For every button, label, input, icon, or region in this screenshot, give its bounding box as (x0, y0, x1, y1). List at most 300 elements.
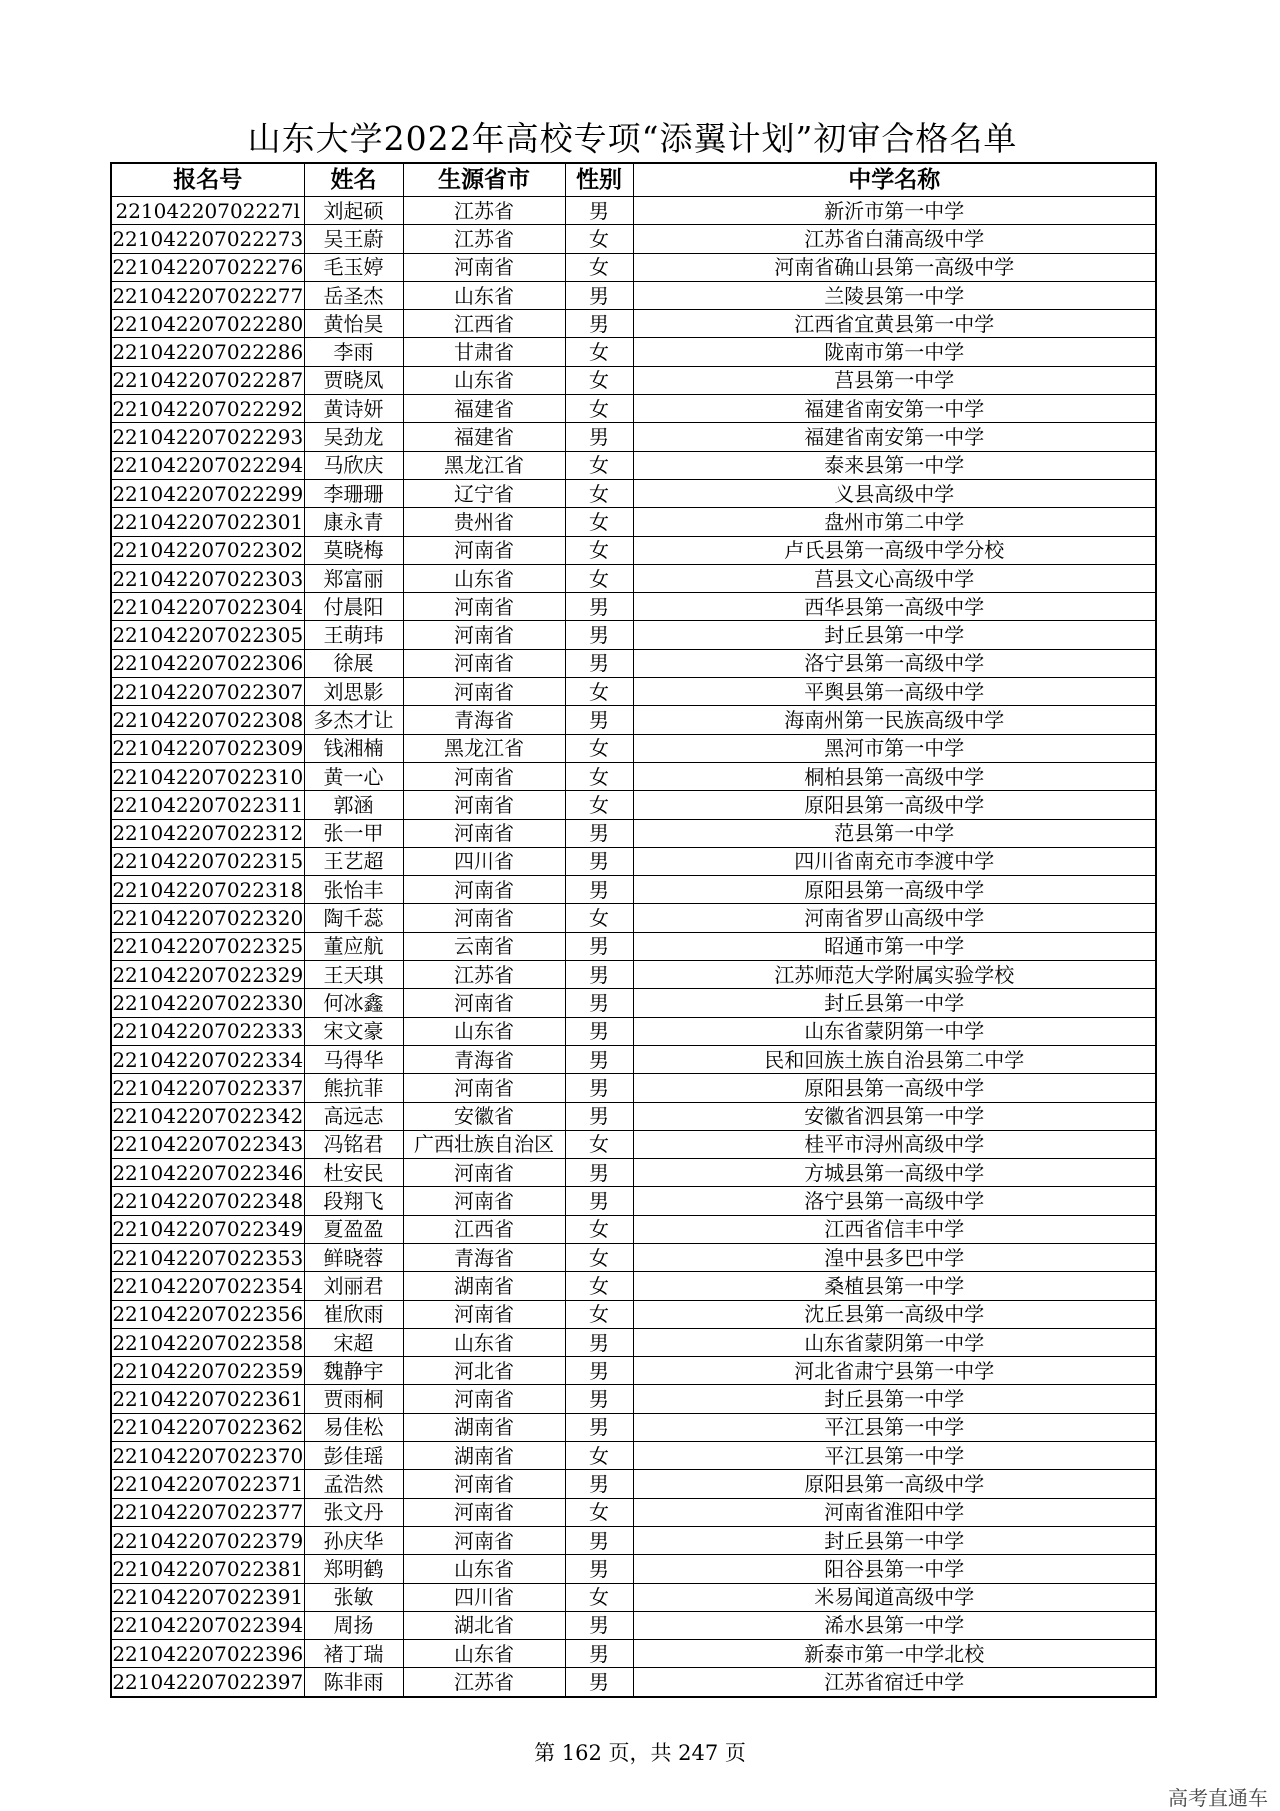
gender-cell: 男 (565, 1187, 633, 1215)
registration-no-cell: 221042207022287 (111, 366, 304, 394)
registration-no-cell: 221042207022396 (111, 1640, 304, 1668)
name-cell: 王艺超 (304, 847, 403, 875)
province-cell: 江苏省 (403, 225, 565, 253)
gender-cell: 男 (565, 847, 633, 875)
province-cell: 河南省 (403, 791, 565, 819)
province-cell: 江苏省 (403, 1668, 565, 1697)
name-cell: 高远志 (304, 1102, 403, 1130)
school-cell: 兰陵县第一中学 (633, 281, 1156, 309)
name-cell: 马得华 (304, 1045, 403, 1073)
registration-no-cell: 221042207022292 (111, 395, 304, 423)
gender-cell: 男 (565, 1328, 633, 1356)
roster-table (110, 162, 1157, 1698)
province-cell: 四川省 (403, 847, 565, 875)
registration-no-cell: 221042207022358 (111, 1328, 304, 1356)
name-cell: 张怡丰 (304, 876, 403, 904)
table-row (111, 649, 1156, 677)
registration-no-cell: 221042207022273 (111, 225, 304, 253)
name-cell: 宋文豪 (304, 1017, 403, 1045)
school-cell: 桑植县第一中学 (633, 1272, 1156, 1300)
gender-cell: 男 (565, 281, 633, 309)
table-row (111, 904, 1156, 932)
name-cell: 段翔飞 (304, 1187, 403, 1215)
registration-no-cell: 221042207022381 (111, 1555, 304, 1583)
province-cell: 江西省 (403, 1215, 565, 1243)
table-row (111, 338, 1156, 366)
name-cell: 鲜晓蓉 (304, 1243, 403, 1271)
province-cell: 河南省 (403, 762, 565, 790)
registration-no-cell: 221042207022318 (111, 876, 304, 904)
table-row (111, 1442, 1156, 1470)
school-cell: 昭通市第一中学 (633, 932, 1156, 960)
table-row (111, 876, 1156, 904)
registration-no-cell: 221042207022356 (111, 1300, 304, 1328)
province-cell: 甘肃省 (403, 338, 565, 366)
gender-cell: 男 (565, 1413, 633, 1441)
gender-cell: 男 (565, 649, 633, 677)
gender-cell: 女 (565, 253, 633, 281)
name-cell: 莫晓梅 (304, 536, 403, 564)
table-row (111, 1385, 1156, 1413)
province-cell: 河南省 (403, 536, 565, 564)
registration-no-cell: 221042207022370 (111, 1442, 304, 1470)
table-row (111, 366, 1156, 394)
table-row (111, 1243, 1156, 1271)
province-cell: 黑龙江省 (403, 734, 565, 762)
school-cell: 封丘县第一中学 (633, 989, 1156, 1017)
school-cell: 桐柏县第一高级中学 (633, 762, 1156, 790)
name-cell: 吴王蔚 (304, 225, 403, 253)
table-row (111, 310, 1156, 338)
school-cell: 江苏省宿迁中学 (633, 1668, 1156, 1697)
school-cell: 阳谷县第一中学 (633, 1555, 1156, 1583)
registration-no-cell: 221042207022303 (111, 564, 304, 592)
registration-no-cell: 221042207022302 (111, 536, 304, 564)
province-cell: 山东省 (403, 366, 565, 394)
province-cell: 贵州省 (403, 508, 565, 536)
registration-no-cell: 221042207022304 (111, 593, 304, 621)
gender-cell: 男 (565, 1357, 633, 1385)
table-row (111, 536, 1156, 564)
school-cell: 河北省肃宁县第一中学 (633, 1357, 1156, 1385)
gender-cell: 男 (565, 1555, 633, 1583)
name-cell: 彭佳瑶 (304, 1442, 403, 1470)
table-row (111, 593, 1156, 621)
school-cell: 新沂市第一中学 (633, 197, 1156, 225)
province-cell: 辽宁省 (403, 479, 565, 507)
province-cell: 河南省 (403, 1470, 565, 1498)
name-cell: 黄诗妍 (304, 395, 403, 423)
column-header-school: 中学名称 (633, 163, 1156, 197)
school-cell: 江苏师范大学附属实验学校 (633, 961, 1156, 989)
registration-no-cell: 221042207022310 (111, 762, 304, 790)
province-cell: 江西省 (403, 310, 565, 338)
gender-cell: 男 (565, 1526, 633, 1554)
registration-no-cell: 221042207022391 (111, 1583, 304, 1611)
gender-cell: 女 (565, 1272, 633, 1300)
name-cell: 冯铭君 (304, 1130, 403, 1158)
province-cell: 安徽省 (403, 1102, 565, 1130)
registration-no-cell: 221042207022312 (111, 819, 304, 847)
table-row (111, 1526, 1156, 1554)
province-cell: 山东省 (403, 564, 565, 592)
school-cell: 原阳县第一高级中学 (633, 1074, 1156, 1102)
gender-cell: 女 (565, 1243, 633, 1271)
table-row (111, 197, 1156, 225)
name-cell: 岳圣杰 (304, 281, 403, 309)
name-cell: 吴劲龙 (304, 423, 403, 451)
province-cell: 河南省 (403, 989, 565, 1017)
registration-no-cell: 221042207022306 (111, 649, 304, 677)
gender-cell: 男 (565, 1045, 633, 1073)
name-cell: 熊抗菲 (304, 1074, 403, 1102)
school-cell: 河南省罗山高级中学 (633, 904, 1156, 932)
gender-cell: 男 (565, 1470, 633, 1498)
table-row (111, 734, 1156, 762)
gender-cell: 男 (565, 593, 633, 621)
registration-no-cell: 221042207022280 (111, 310, 304, 338)
province-cell: 河南省 (403, 678, 565, 706)
province-cell: 河北省 (403, 1357, 565, 1385)
name-cell: 李雨 (304, 338, 403, 366)
registration-no-cell: 221042207022329 (111, 961, 304, 989)
table-row (111, 1272, 1156, 1300)
name-cell: 贾雨桐 (304, 1385, 403, 1413)
name-cell: 宋超 (304, 1328, 403, 1356)
name-cell: 付晨阳 (304, 593, 403, 621)
table-row (111, 479, 1156, 507)
school-cell: 莒县第一中学 (633, 366, 1156, 394)
name-cell: 郑富丽 (304, 564, 403, 592)
school-cell: 沈丘县第一高级中学 (633, 1300, 1156, 1328)
registration-no-cell: 221042207022346 (111, 1159, 304, 1187)
gender-cell: 女 (565, 904, 633, 932)
registration-no-cell: 221042207022276 (111, 253, 304, 281)
province-cell: 山东省 (403, 1017, 565, 1045)
school-cell: 平舆县第一高级中学 (633, 678, 1156, 706)
province-cell: 河南省 (403, 819, 565, 847)
name-cell: 刘思影 (304, 678, 403, 706)
table-row (111, 1640, 1156, 1668)
school-cell: 河南省确山县第一高级中学 (633, 253, 1156, 281)
name-cell: 崔欣雨 (304, 1300, 403, 1328)
province-cell: 云南省 (403, 932, 565, 960)
province-cell: 青海省 (403, 1045, 565, 1073)
province-cell: 河南省 (403, 1498, 565, 1526)
gender-cell: 男 (565, 197, 633, 225)
table-row (111, 819, 1156, 847)
page-title: 山东大学2022年高校专项“添翼计划”初审合格名单 (247, 119, 1018, 158)
province-cell: 福建省 (403, 395, 565, 423)
registration-no-cell: 221042207022311 (111, 791, 304, 819)
registration-no-cell: 221042207022377 (111, 1498, 304, 1526)
registration-no-cell: 221042207022301 (111, 508, 304, 536)
name-cell: 易佳松 (304, 1413, 403, 1441)
table-row (111, 508, 1156, 536)
table-row (111, 1159, 1156, 1187)
province-cell: 山东省 (403, 281, 565, 309)
name-cell: 黄一心 (304, 762, 403, 790)
registration-no-cell: 221042207022397 (111, 1668, 304, 1697)
province-cell: 河南省 (403, 876, 565, 904)
table-row (111, 1611, 1156, 1639)
table-row (111, 1130, 1156, 1158)
school-cell: 义县高级中学 (633, 479, 1156, 507)
gender-cell: 男 (565, 876, 633, 904)
school-cell: 米易闻道高级中学 (633, 1583, 1156, 1611)
province-cell: 江苏省 (403, 197, 565, 225)
name-cell: 孙庆华 (304, 1526, 403, 1554)
gender-cell: 女 (565, 536, 633, 564)
registration-no-cell: 221042207022305 (111, 621, 304, 649)
registration-no-cell: 221042207022334 (111, 1045, 304, 1073)
gender-cell: 男 (565, 1668, 633, 1697)
school-cell: 江苏省白蒲高级中学 (633, 225, 1156, 253)
name-cell: 夏盈盈 (304, 1215, 403, 1243)
name-cell: 李珊珊 (304, 479, 403, 507)
registration-no-cell: 221042207022320 (111, 904, 304, 932)
table-row (111, 847, 1156, 875)
province-cell: 湖南省 (403, 1413, 565, 1441)
school-cell: 山东省蒙阴第一中学 (633, 1328, 1156, 1356)
table-header-row (111, 163, 1156, 197)
name-cell: 董应航 (304, 932, 403, 960)
province-cell: 河南省 (403, 1300, 565, 1328)
table-row (111, 1187, 1156, 1215)
table-row (111, 1328, 1156, 1356)
province-cell: 四川省 (403, 1583, 565, 1611)
table-row (111, 1668, 1156, 1697)
registration-no-cell: 221042207022277 (111, 281, 304, 309)
table-row (111, 1583, 1156, 1611)
school-cell: 江西省信丰中学 (633, 1215, 1156, 1243)
gender-cell: 女 (565, 1300, 633, 1328)
gender-cell: 男 (565, 1385, 633, 1413)
registration-no-cell: 221042207022315 (111, 847, 304, 875)
name-cell: 何冰鑫 (304, 989, 403, 1017)
gender-cell: 男 (565, 310, 633, 338)
registration-no-cell: 221042207022299 (111, 479, 304, 507)
registration-no-cell: 221042207022361 (111, 1385, 304, 1413)
name-cell: 陶千蕊 (304, 904, 403, 932)
name-cell: 郑明鹤 (304, 1555, 403, 1583)
province-cell: 湖南省 (403, 1272, 565, 1300)
school-cell: 平江县第一中学 (633, 1413, 1156, 1441)
name-cell: 刘丽君 (304, 1272, 403, 1300)
registration-no-cell: 221042207022379 (111, 1526, 304, 1554)
school-cell: 安徽省泗县第一中学 (633, 1102, 1156, 1130)
province-cell: 河南省 (403, 1074, 565, 1102)
table-row (111, 762, 1156, 790)
province-cell: 青海省 (403, 1243, 565, 1271)
school-cell: 原阳县第一高级中学 (633, 1470, 1156, 1498)
school-cell: 封丘县第一中学 (633, 1526, 1156, 1554)
table-row (111, 989, 1156, 1017)
province-cell: 河南省 (403, 1159, 565, 1187)
name-cell: 褚丁瑞 (304, 1640, 403, 1668)
table-row (111, 253, 1156, 281)
gender-cell: 男 (565, 932, 633, 960)
registration-no-cell: 221042207022308 (111, 706, 304, 734)
province-cell: 河南省 (403, 1187, 565, 1215)
registration-no-cell: 221042207022337 (111, 1074, 304, 1102)
gender-cell: 男 (565, 961, 633, 989)
school-cell: 平江县第一中学 (633, 1442, 1156, 1470)
gender-cell: 女 (565, 225, 633, 253)
school-cell: 桂平市浔州高级中学 (633, 1130, 1156, 1158)
registration-no-cell: 221042207022294 (111, 451, 304, 479)
province-cell: 福建省 (403, 423, 565, 451)
table-row (111, 1555, 1156, 1583)
province-cell: 广西壮族自治区 (403, 1130, 565, 1158)
gender-cell: 女 (565, 395, 633, 423)
name-cell: 多杰才让 (304, 706, 403, 734)
name-cell: 马欣庆 (304, 451, 403, 479)
gender-cell: 男 (565, 1159, 633, 1187)
watermark: 高考直通车 (1168, 1786, 1268, 1810)
gender-cell: 女 (565, 479, 633, 507)
school-cell: 福建省南安第一中学 (633, 395, 1156, 423)
registration-no-cell: 221042207022286 (111, 338, 304, 366)
province-cell: 河南省 (403, 253, 565, 281)
table-row (111, 1102, 1156, 1130)
gender-cell: 男 (565, 819, 633, 847)
school-cell: 河南省淮阳中学 (633, 1498, 1156, 1526)
gender-cell: 女 (565, 678, 633, 706)
registration-no-cell: 221042207022354 (111, 1272, 304, 1300)
name-cell: 陈非雨 (304, 1668, 403, 1697)
province-cell: 河南省 (403, 1385, 565, 1413)
registration-no-cell: 221042207022353 (111, 1243, 304, 1271)
name-cell: 郭涵 (304, 791, 403, 819)
table-row (111, 1045, 1156, 1073)
registration-no-cell: 221042207022349 (111, 1215, 304, 1243)
school-cell: 莒县文心高级中学 (633, 564, 1156, 592)
name-cell: 王天琪 (304, 961, 403, 989)
province-cell: 湖北省 (403, 1611, 565, 1639)
province-cell: 黑龙江省 (403, 451, 565, 479)
school-cell: 封丘县第一中学 (633, 1385, 1156, 1413)
gender-cell: 男 (565, 1611, 633, 1639)
gender-cell: 女 (565, 1442, 633, 1470)
table-row (111, 281, 1156, 309)
registration-no-cell: 221042207022394 (111, 1611, 304, 1639)
province-cell: 山东省 (403, 1640, 565, 1668)
school-cell: 湟中县多巴中学 (633, 1243, 1156, 1271)
gender-cell: 女 (565, 791, 633, 819)
school-cell: 方城县第一高级中学 (633, 1159, 1156, 1187)
name-cell: 魏静宇 (304, 1357, 403, 1385)
school-cell: 民和回族土族自治县第二中学 (633, 1045, 1156, 1073)
name-cell: 周扬 (304, 1611, 403, 1639)
registration-no-cell: 221042207022325 (111, 932, 304, 960)
school-cell: 海南州第一民族高级中学 (633, 706, 1156, 734)
name-cell: 徐展 (304, 649, 403, 677)
table-row (111, 932, 1156, 960)
province-cell: 河南省 (403, 649, 565, 677)
gender-cell: 男 (565, 423, 633, 451)
registration-no-cell: 221042207022359 (111, 1357, 304, 1385)
gender-cell: 女 (565, 1130, 633, 1158)
table-row (111, 1470, 1156, 1498)
province-cell: 河南省 (403, 593, 565, 621)
school-cell: 泰来县第一中学 (633, 451, 1156, 479)
school-cell: 四川省南充市李渡中学 (633, 847, 1156, 875)
column-header-name: 姓名 (304, 163, 403, 197)
school-cell: 福建省南安第一中学 (633, 423, 1156, 451)
table-row (111, 791, 1156, 819)
registration-no-cell: 221042207022371 (111, 1470, 304, 1498)
school-cell: 江西省宜黄县第一中学 (633, 310, 1156, 338)
registration-no-cell: 221042207022307 (111, 678, 304, 706)
province-cell: 河南省 (403, 1526, 565, 1554)
table-row (111, 1413, 1156, 1441)
name-cell: 杜安民 (304, 1159, 403, 1187)
registration-no-cell: 221042207022330 (111, 989, 304, 1017)
name-cell: 贾晓凤 (304, 366, 403, 394)
table-row (111, 1074, 1156, 1102)
table-row (111, 1498, 1156, 1526)
province-cell: 山东省 (403, 1555, 565, 1583)
school-cell: 原阳县第一高级中学 (633, 876, 1156, 904)
table-row (111, 961, 1156, 989)
table-row (111, 1017, 1156, 1045)
registration-no-cell: 221042207022333 (111, 1017, 304, 1045)
name-cell: 张一甲 (304, 819, 403, 847)
gender-cell: 女 (565, 1583, 633, 1611)
gender-cell: 男 (565, 1017, 633, 1045)
column-header-registration-no: 报名号 (111, 163, 304, 197)
registration-no-cell: 221042207022362 (111, 1413, 304, 1441)
name-cell: 张文丹 (304, 1498, 403, 1526)
province-cell: 山东省 (403, 1328, 565, 1356)
school-cell: 新泰市第一中学北校 (633, 1640, 1156, 1668)
table-row (111, 564, 1156, 592)
table-row (111, 621, 1156, 649)
school-cell: 黑河市第一中学 (633, 734, 1156, 762)
province-cell: 河南省 (403, 621, 565, 649)
table-row (111, 395, 1156, 423)
name-cell: 孟浩然 (304, 1470, 403, 1498)
school-cell: 陇南市第一中学 (633, 338, 1156, 366)
gender-cell: 女 (565, 734, 633, 762)
column-header-province: 生源省市 (403, 163, 565, 197)
registration-no-cell: 221042207022348 (111, 1187, 304, 1215)
registration-no-cell: 221042207022309 (111, 734, 304, 762)
school-cell: 盘州市第二中学 (633, 508, 1156, 536)
gender-cell: 女 (565, 366, 633, 394)
table-row (111, 678, 1156, 706)
school-cell: 洛宁县第一高级中学 (633, 1187, 1156, 1215)
name-cell: 张敏 (304, 1583, 403, 1611)
gender-cell: 男 (565, 1074, 633, 1102)
province-cell: 青海省 (403, 706, 565, 734)
province-cell: 江苏省 (403, 961, 565, 989)
school-cell: 西华县第一高级中学 (633, 593, 1156, 621)
school-cell: 卢氏县第一高级中学分校 (633, 536, 1156, 564)
school-cell: 原阳县第一高级中学 (633, 791, 1156, 819)
table-row (111, 423, 1156, 451)
page-number: 第 162 页，共 247 页 (534, 1741, 746, 1765)
gender-cell: 女 (565, 762, 633, 790)
school-cell: 洛宁县第一高级中学 (633, 649, 1156, 677)
registration-no-cell: 22104220702227l (111, 197, 304, 225)
province-cell: 湖南省 (403, 1442, 565, 1470)
gender-cell: 男 (565, 989, 633, 1017)
gender-cell: 男 (565, 1640, 633, 1668)
registration-no-cell: 221042207022342 (111, 1102, 304, 1130)
gender-cell: 女 (565, 338, 633, 366)
